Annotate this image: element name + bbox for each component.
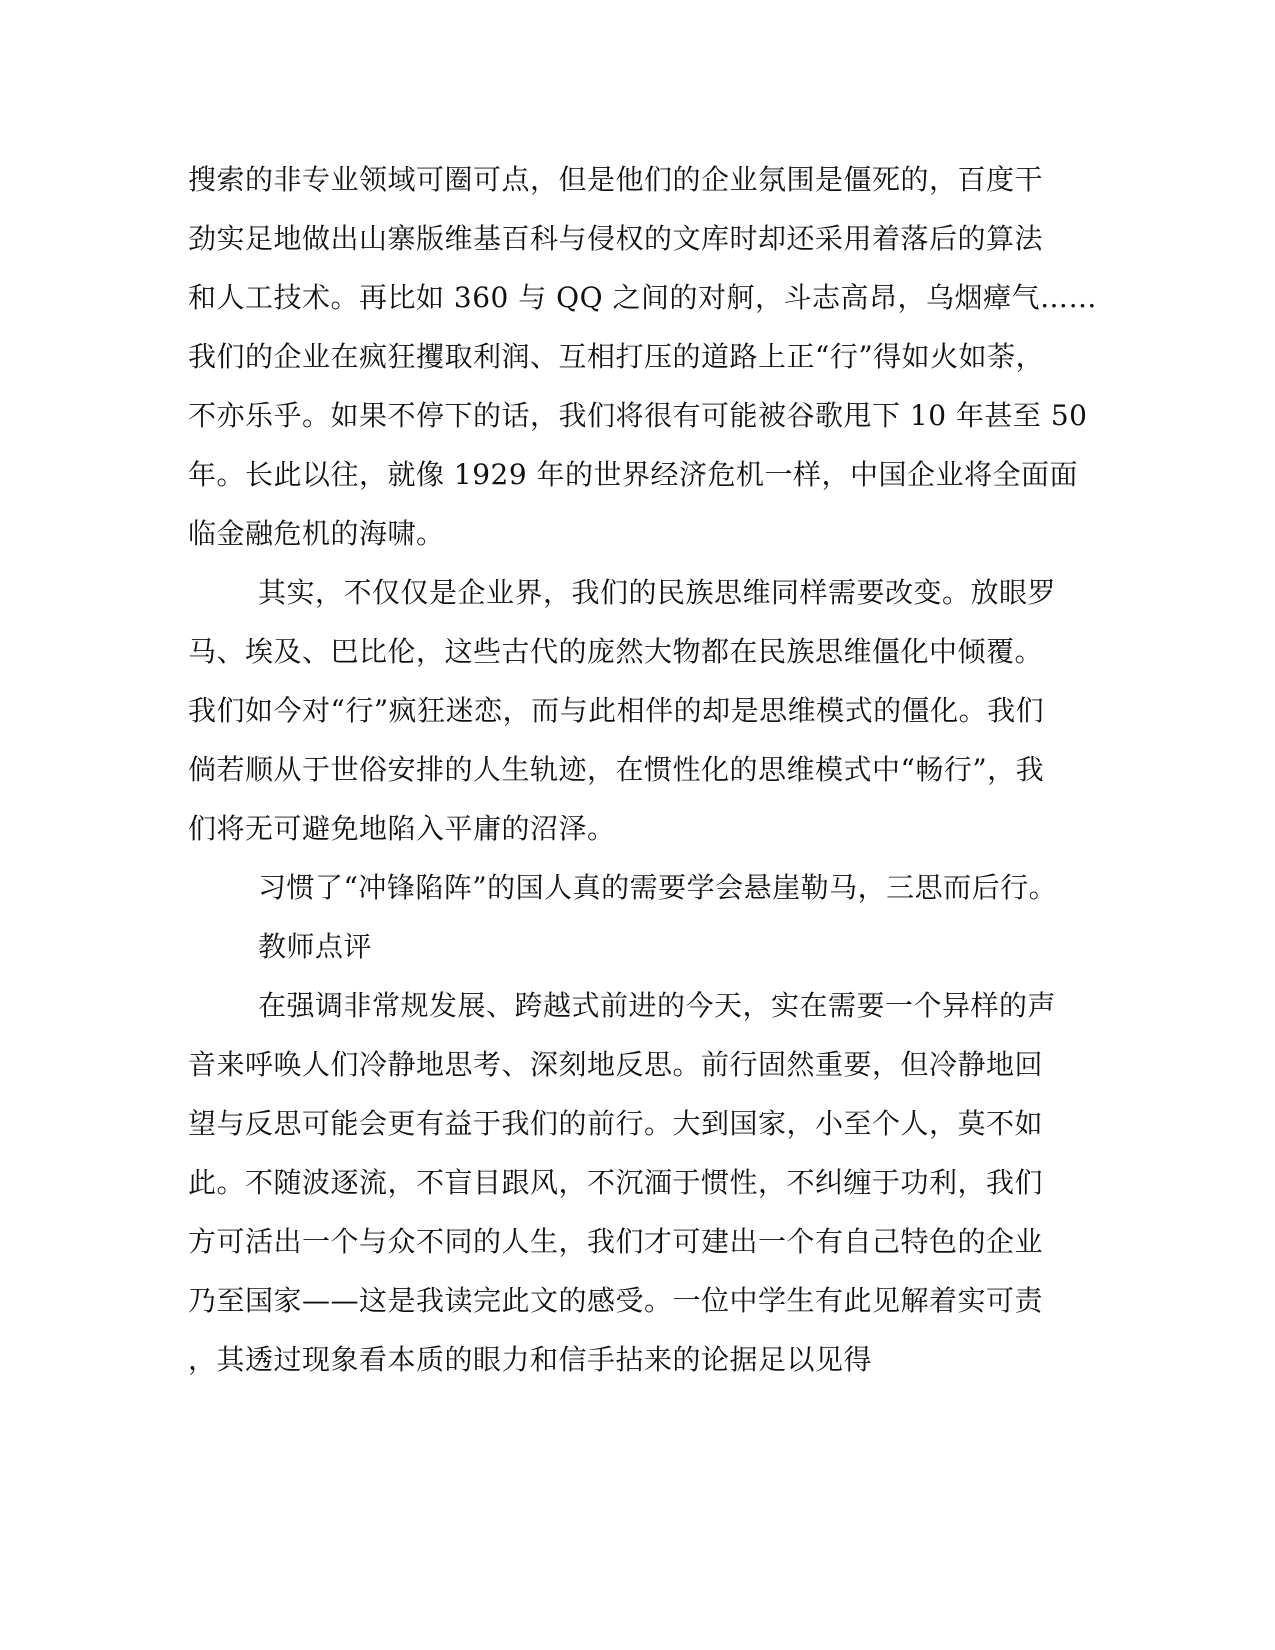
text-line: 我们的企业在疯狂攫取利润、互相打压的道路上正“行”得如火如荼， xyxy=(188,340,1045,373)
text-line: 劲实足地做出山寨版维基百科与侵权的文库时却还采用着落后的算法 xyxy=(188,222,1044,255)
text-line: 方可活出一个与众不同的人生，我们才可建出一个有自己特色的企业 xyxy=(188,1225,1044,1258)
paragraph-first-line: 在强调非常规发展、跨越式前进的今天，实在需要一个异样的声 xyxy=(258,989,1057,1022)
text-line: 们将无可避免地陷入平庸的沼泽。 xyxy=(188,812,616,845)
text-line: 和人工技术。再比如 360 与 QQ 之间的对舸，斗志高昂，乌烟瘴气…… xyxy=(188,281,1097,314)
text-line: 临金融危机的海啸。 xyxy=(188,517,445,550)
text-line: 年。长此以往，就像 1929 年的世界经济危机一样，中国企业将全面面 xyxy=(188,458,1079,491)
paragraph-first-line: 习惯了“冲锋陷阵”的国人真的需要学会悬崖勒马，三思而后行。 xyxy=(258,871,1058,904)
paragraph-first-line: 其实，不仅仅是企业界，我们的民族思维同样需要改变。放眼罗 xyxy=(258,576,1057,609)
text-line: 望与反思可能会更有益于我们的前行。大到国家，小至个人，莫不如 xyxy=(188,1107,1044,1140)
text-line: 乃至国家——这是我读完此文的感受。一位中学生有此见解着实可责 xyxy=(188,1284,1044,1317)
text-line: 搜索的非专业领域可圈可点，但是他们的企业氛围是僵死的，百度干 xyxy=(188,163,1044,196)
text-line: 不亦乐乎。如果不停下的话，我们将很有可能被谷歌甩下 10 年甚至 50 xyxy=(188,399,1088,432)
text-line: 音来呼唤人们冷静地思考、深刻地反思。前行固然重要，但冷静地回 xyxy=(188,1048,1044,1081)
text-line: 此。不随波逐流，不盲目跟风，不沉湎于惯性，不纠缠于功利，我们 xyxy=(188,1166,1044,1199)
text-line: 马、埃及、巴比伦，这些古代的庞然大物都在民族思维僵化中倾覆。 xyxy=(188,635,1044,668)
text-line: ，其透过现象看本质的眼力和信手拈来的论据足以见得 xyxy=(188,1343,873,1376)
section-heading: 教师点评 xyxy=(258,930,373,963)
text-line: 倘若顺从于世俗安排的人生轨迹，在惯性化的思维模式中“畅行”，我 xyxy=(188,753,1045,786)
text-line: 我们如今对“行”疯狂迷恋，而与此相伴的却是思维模式的僵化。我们 xyxy=(188,694,1045,727)
